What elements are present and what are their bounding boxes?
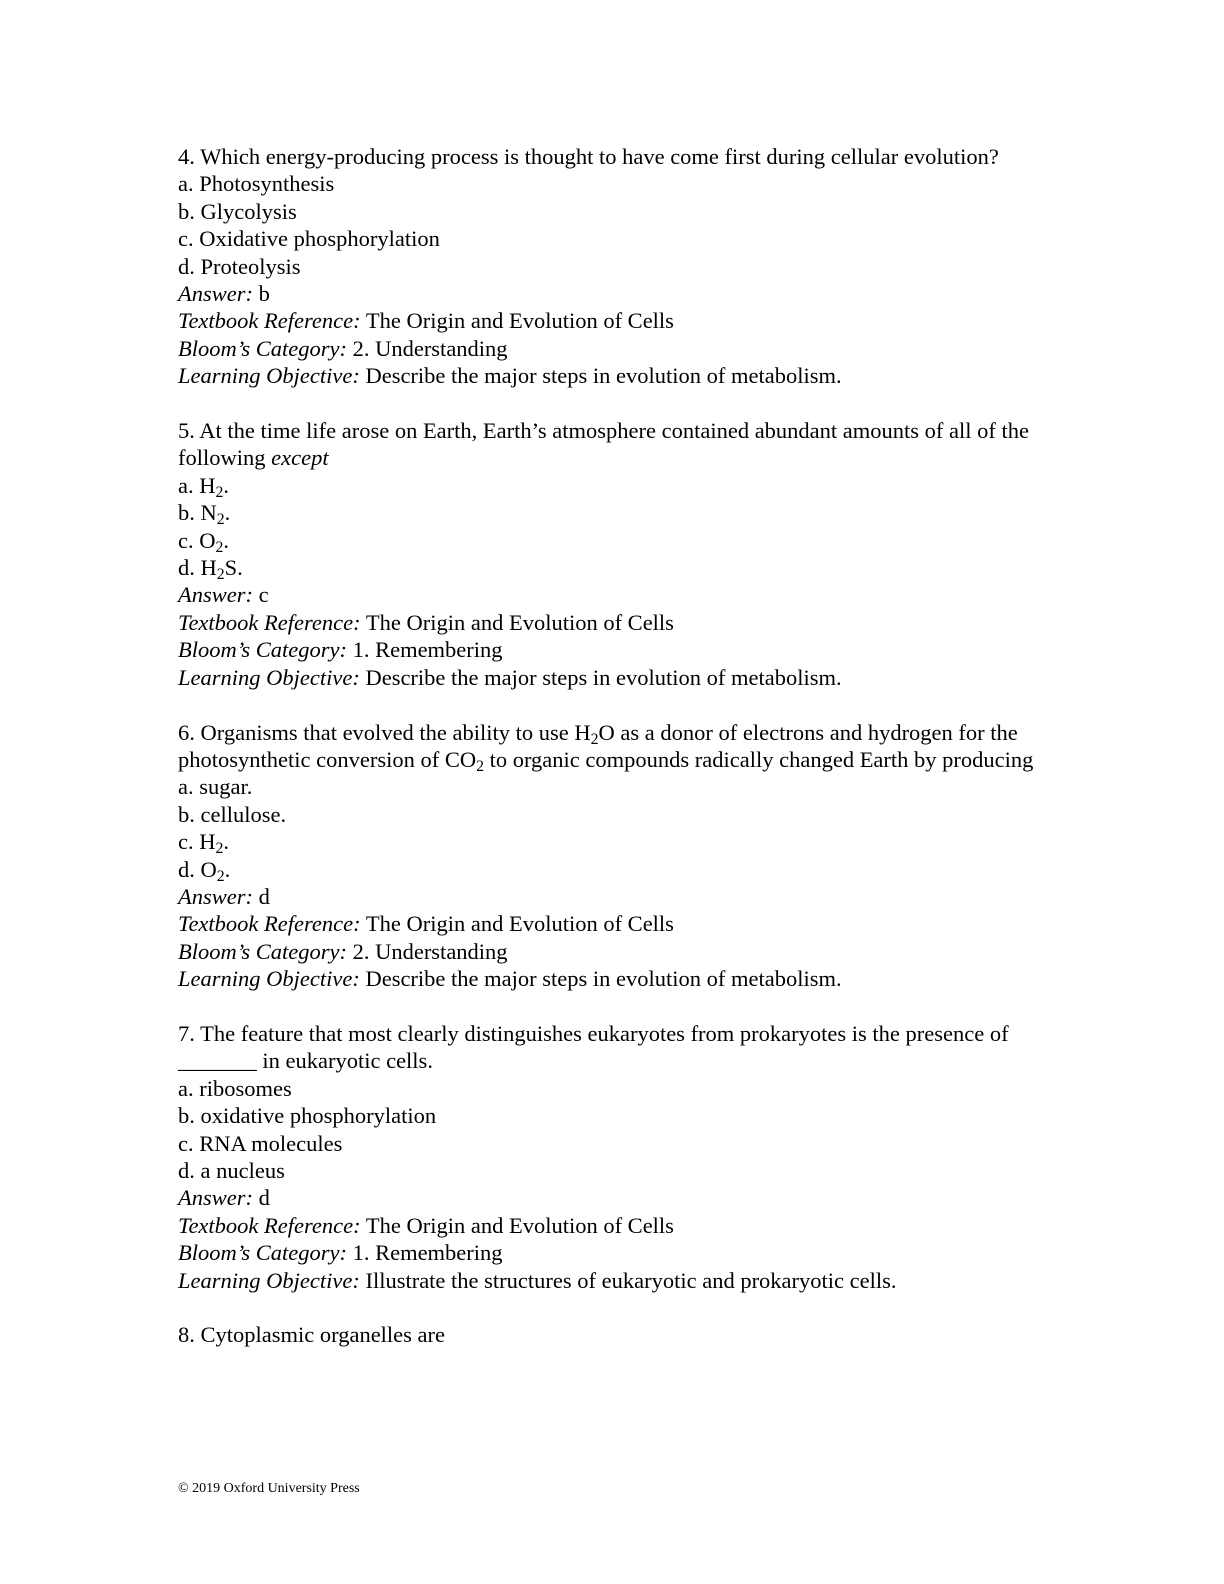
option-text: c. O [178, 527, 216, 553]
option-text-end: . [223, 829, 229, 855]
answer-line [178, 883, 1048, 910]
option-text-end: . [224, 500, 231, 526]
reference-line [178, 1212, 1048, 1239]
answer-line [178, 1184, 1048, 1211]
option-text: a. sugar. [178, 774, 253, 800]
option-d: d. Proteolysis [178, 253, 301, 279]
answer-label: Answer: [178, 1185, 253, 1211]
subscript: 2 [215, 538, 224, 556]
bloom-label: Bloom’s Category: [178, 1240, 347, 1266]
option-text: d. O [178, 856, 217, 882]
reference-value: The Origin and Evolution of Cells [365, 911, 674, 937]
answer-label: Answer: [178, 281, 253, 307]
subscript: 2 [216, 511, 225, 529]
option-a [178, 472, 1048, 499]
reference-line [178, 609, 1048, 636]
question-stem [178, 417, 1048, 472]
objective-label: Learning Objective: [178, 363, 360, 389]
objective-value: Describe the major steps in evolution of metabolism. [365, 363, 842, 389]
subscript: 2 [476, 757, 484, 775]
option-text: b. cellulose. [178, 801, 287, 827]
option-b [178, 801, 1048, 828]
question-5 [178, 417, 1048, 691]
answer-label: Answer: [178, 582, 253, 608]
question-stem: 7. The feature that most clearly distinguishes eukaryotes from prokaryotes is the presence of _______ in eukaryotic cells. [178, 1020, 1009, 1074]
stem-text: to organic compounds radically changed Earth by producing [483, 746, 1034, 772]
objective-value: Describe the major steps in evolution of metabolism. [365, 966, 842, 992]
objective-label: Learning Objective: [178, 1267, 360, 1293]
question-stem: 4. Which energy-producing process is thought to have come first during cellular evolution? [178, 144, 999, 169]
reference-label: Textbook Reference: [178, 308, 361, 334]
answer-line [178, 581, 1048, 608]
bloom-label: Bloom’s Category: [178, 637, 347, 663]
question-4 [178, 143, 1048, 390]
option-b: b. Glycolysis [178, 198, 297, 224]
option-text-end: S. [224, 555, 243, 581]
objective-label: Learning Objective: [178, 966, 360, 992]
subscript: 2 [590, 730, 599, 748]
question-stem: 8. Cytoplasmic organelles are [178, 1322, 446, 1348]
reference-label: Textbook Reference: [178, 1212, 361, 1238]
objective-line [178, 664, 1048, 691]
bloom-value: 1. Remembering [352, 1240, 503, 1266]
bloom-value: 2. Understanding [352, 335, 508, 361]
option-text-end: . [223, 472, 229, 498]
reference-line [178, 910, 1048, 937]
stem-text: 5. At the time life arose on Earth, Earth’s atmosphere contained abundant amounts of all of the following [178, 418, 1030, 471]
objective-value: Describe the major steps in evolution of metabolism. [365, 664, 842, 690]
bloom-line [178, 938, 1048, 965]
option-d: d. a nucleus [178, 1157, 285, 1183]
option-text: c. H [178, 829, 216, 855]
question-stem [178, 719, 1048, 774]
reference-line [178, 307, 1048, 334]
answer-value: d [258, 1185, 270, 1211]
bloom-value: 2. Understanding [352, 938, 508, 964]
reference-label: Textbook Reference: [178, 911, 361, 937]
option-b [178, 499, 1048, 529]
option-text: a. H [178, 472, 216, 498]
reference-label: Textbook Reference: [178, 609, 361, 635]
bloom-value: 1. Remembering [352, 637, 503, 663]
reference-value: The Origin and Evolution of Cells [365, 1212, 674, 1238]
option-text-end: . [224, 856, 231, 882]
option-text-end: . [223, 527, 229, 553]
option-c: c. RNA molecules [178, 1130, 343, 1156]
reference-value: The Origin and Evolution of Cells [365, 308, 674, 334]
answer-line [178, 280, 1048, 307]
objective-line [178, 362, 1048, 389]
option-d [178, 856, 1048, 883]
reference-value: The Origin and Evolution of Cells [365, 609, 674, 635]
subscript: 2 [216, 867, 225, 885]
subscript: 2 [215, 483, 224, 501]
option-c: c. Oxidative phosphorylation [178, 226, 440, 252]
question-6 [178, 719, 1048, 993]
option-text: b. N [178, 500, 217, 526]
document-page [178, 143, 1048, 1376]
stem-text: O as a donor of electrons and hydrogen for the photosynthetic conversion of CO [178, 719, 1018, 772]
option-b: b. oxidative phosphorylation [178, 1103, 437, 1129]
option-a: a. Photosynthesis [178, 171, 335, 197]
answer-value: d [258, 883, 270, 909]
answer-label: Answer: [178, 883, 253, 909]
stem-emphasis: except [271, 445, 329, 471]
stem-text: 6. Organisms that evolved the ability to use H [178, 719, 591, 745]
option-c [178, 828, 1048, 858]
objective-line [178, 965, 1048, 992]
question-7 [178, 1020, 1048, 1294]
answer-value: b [258, 281, 270, 307]
subscript: 2 [216, 566, 225, 584]
option-a [178, 773, 1048, 800]
question-8 [178, 1321, 1048, 1348]
objective-label: Learning Objective: [178, 664, 360, 690]
answer-value: c [258, 582, 269, 608]
copyright-footer: © 2019 Oxford University Press [178, 1481, 360, 1496]
option-d [178, 554, 1048, 584]
option-text: d. H [178, 555, 217, 581]
bloom-line [178, 636, 1048, 663]
bloom-line [178, 335, 1048, 362]
bloom-line [178, 1239, 1048, 1266]
subscript: 2 [215, 840, 224, 858]
objective-value: Illustrate the structures of eukaryotic and prokaryotic cells. [365, 1267, 897, 1293]
bloom-label: Bloom’s Category: [178, 938, 347, 964]
objective-line [178, 1267, 1048, 1294]
option-a: a. ribosomes [178, 1075, 292, 1101]
option-c [178, 527, 1048, 554]
bloom-label: Bloom’s Category: [178, 335, 347, 361]
